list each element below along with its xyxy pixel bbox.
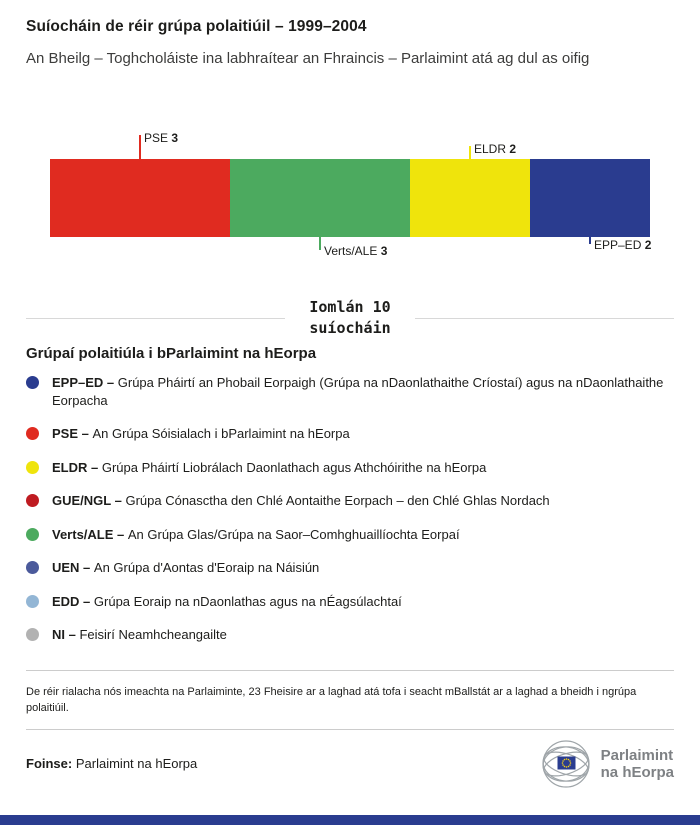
legend-item-4: [26, 526, 674, 544]
european-parliament-logo-icon: [540, 738, 592, 790]
legend-text: [52, 559, 319, 577]
footer: [26, 738, 674, 790]
divider-line-left: [26, 318, 285, 319]
legend-desc: An Grúpa Sóisialach i bParlaimint na hEorpa: [92, 426, 350, 442]
legend-abbr: PSE –: [52, 426, 93, 442]
brand: [540, 738, 674, 790]
legend-desc: An Grúpa d'Aontas d'Eoraip na Náisiún: [93, 560, 320, 576]
legend-desc: Grúpa Eoraip na nDaonlathas agus na nÉagsúlachtaí: [93, 593, 402, 609]
bar-label-Verts/ALE: Verts/ALE 3: [324, 244, 388, 258]
bottom-bar: [0, 815, 700, 825]
legend-swatch: [26, 528, 39, 541]
legend-text: [52, 459, 486, 477]
total-row: [26, 297, 674, 339]
bar-label-line-PSE: [139, 135, 141, 159]
legend-item-2: [26, 459, 674, 477]
legend-abbr: GUE/NGL –: [52, 493, 126, 509]
footnote: De réir rialacha nós imeachta na Parlaiminte, 23 Fheisire ar a laghad atá tofa i seacht mBallstát ar a laghad a bheidh i ngrúpa polaitiúil.: [26, 685, 637, 715]
total-seats-line1: Iomlán 10: [309, 298, 391, 316]
bar-segment-ELDR: [410, 159, 530, 237]
bar-label-line-Verts/ALE: [319, 237, 321, 250]
bar-label-EPP–ED: EPP–ED 2: [594, 238, 652, 252]
legend-swatch: [26, 427, 39, 440]
legend-swatch: [26, 461, 39, 474]
eu-flag-icon: [557, 756, 575, 769]
legend-item-6: [26, 593, 674, 611]
legend-text: [52, 425, 350, 443]
legend-swatch: [26, 376, 39, 389]
legend-text: [52, 374, 674, 409]
bar-label-line-ELDR: [469, 146, 471, 159]
legend-item-5: [26, 559, 674, 577]
page-title: Suíocháin de réir grúpa polaitiúil – 1999–2004: [26, 18, 367, 35]
legend-abbr: Verts/ALE –: [52, 526, 128, 542]
legend-abbr: UEN –: [52, 560, 94, 576]
source: [26, 756, 197, 771]
legend-desc: An Grúpa Glas/Grúpa na Saor–Comhghuaillíochta Eorpaí: [127, 526, 460, 542]
bar-segment-PSE: [50, 159, 230, 237]
legend-desc: Grúpa Pháirtí an Phobail Eorpaigh (Grúpa na nDaonlathaithe Críostaí) agus na nDaonlathaithe Eorpacha: [52, 375, 664, 408]
bar-segment-EPP–ED: [530, 159, 650, 237]
legend-text: [52, 526, 460, 544]
legend-desc: Grúpa Cónasctha den Chlé Aontaithe Eorpach – den Chlé Ghlas Nordach: [125, 493, 550, 509]
legend-text: [52, 492, 550, 510]
legend-abbr: EDD –: [52, 593, 94, 609]
source-label: Foinse:: [26, 756, 73, 772]
footnote-divider-top: [26, 670, 674, 671]
source-value: Parlaimint na hEorpa: [75, 756, 198, 772]
legend-abbr: ELDR –: [52, 459, 102, 475]
brand-wordmark: [601, 747, 674, 782]
page-subtitle: An Bheilg – Toghcholáiste ina labhraítear an Fhraincis – Parlaimint atá ag dul as oifig: [26, 50, 590, 67]
legend-item-0: [26, 374, 674, 409]
brand-line1: Parlaimint: [600, 746, 674, 764]
total-seats-line2: suíocháin: [309, 319, 391, 337]
legend-item-1: [26, 425, 674, 443]
total-seats-label: [309, 297, 390, 339]
footnote-divider-bottom: [26, 729, 674, 730]
bar-segment-Verts/ALE: [230, 159, 410, 237]
stacked-bar: [50, 159, 650, 237]
legend-item-3: [26, 492, 674, 510]
legend-swatch: [26, 595, 39, 608]
legend-swatch: [26, 494, 39, 507]
seat-bar-chart: [50, 131, 650, 263]
legend-abbr: NI –: [52, 627, 80, 643]
bar-label-line-EPP–ED: [589, 237, 591, 244]
legend-swatch: [26, 628, 39, 641]
legend-desc: Feisirí Neamhcheangailte: [79, 627, 227, 643]
legend-text: [52, 593, 402, 611]
bar-label-ELDR: ELDR 2: [474, 142, 517, 156]
legend-heading: Grúpaí polaitiúla i bParlaimint na hEorpa: [26, 345, 317, 362]
legend-desc: Grúpa Pháirtí Liobrálach Daonlathach agus Athchóirithe na hEorpa: [101, 459, 487, 475]
legend: [26, 374, 674, 644]
legend-item-7: [26, 626, 674, 644]
legend-text: [52, 626, 227, 644]
divider-line-right: [415, 318, 674, 319]
legend-abbr: EPP–ED –: [52, 375, 118, 390]
brand-line2: na hEorpa: [600, 763, 674, 781]
legend-swatch: [26, 561, 39, 574]
bar-label-PSE: PSE 3: [144, 131, 179, 145]
